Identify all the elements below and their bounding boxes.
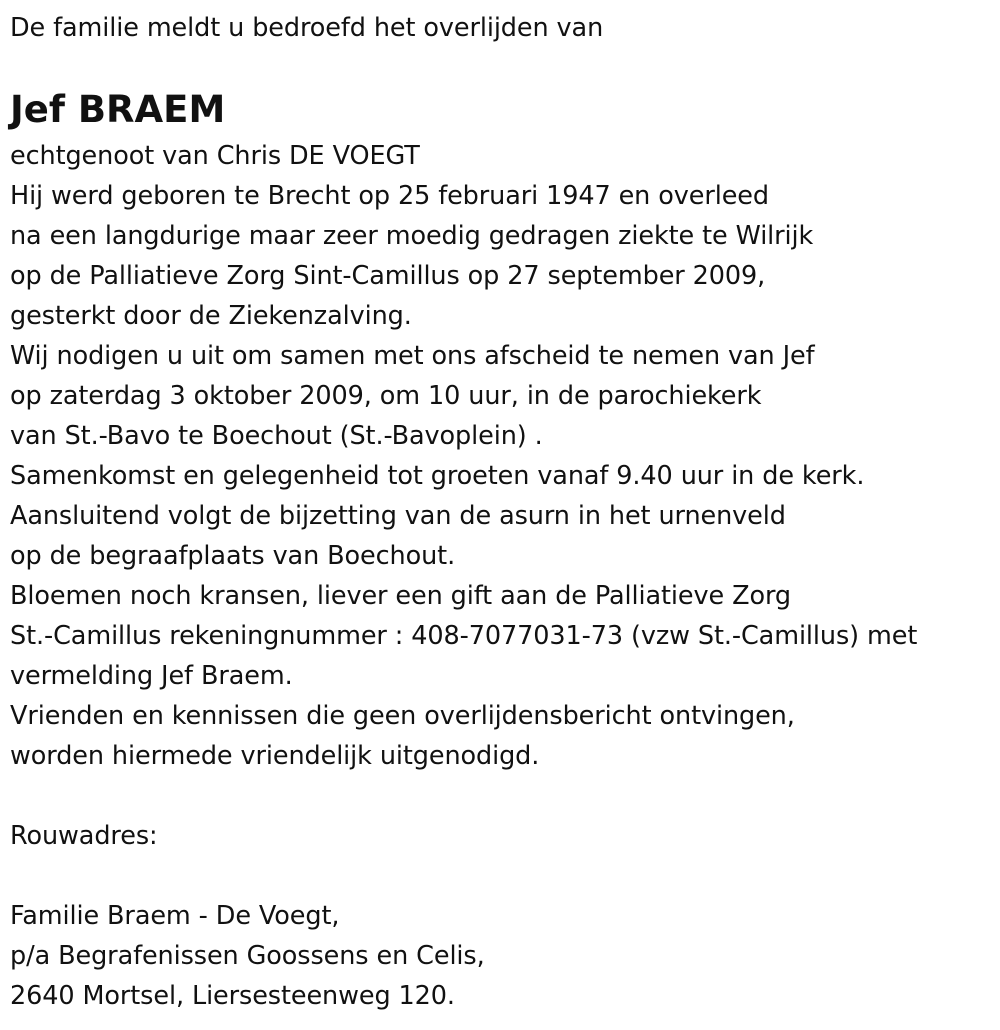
body-line: op zaterdag 3 oktober 2009, om 10 uur, in de parochiekerk	[10, 381, 762, 411]
body-line: op de Palliatieve Zorg Sint-Camillus op 27 september 2009,	[10, 261, 766, 291]
body-line: echtgenoot van Chris DE VOEGT	[10, 141, 420, 171]
body-line: Samenkomst en gelegenheid tot groeten vanaf 9.40 uur in de kerk.	[10, 461, 865, 491]
body-line: St.-Camillus rekeningnummer : 408-7077031-73 (vzw St.-Camillus) met	[10, 621, 918, 651]
body-line: vermelding Jef Braem.	[10, 661, 293, 691]
body-line: gesterkt door de Ziekenzalving.	[10, 301, 412, 331]
body-line: Hij werd geboren te Brecht op 25 februari 1947 en overleed	[10, 181, 769, 211]
body-line: na een langdurige maar zeer moedig gedragen ziekte te Wilrijk	[10, 221, 814, 251]
mourning-address	[10, 896, 990, 1016]
body-line: Vrienden en kennissen die geen overlijdensbericht ontvingen,	[10, 701, 795, 731]
body-line: Aansluitend volgt de bijzetting van de asurn in het urnenveld	[10, 501, 786, 531]
address-label: Rouwadres:	[10, 821, 158, 851]
address-line: p/a Begrafenissen Goossens en Celis,	[10, 941, 485, 971]
spacer	[10, 856, 990, 896]
body-line: Wij nodigen u uit om samen met ons afscheid te nemen van Jef	[10, 341, 815, 371]
body-line: Bloemen noch kransen, liever een gift aan de Palliatieve Zorg	[10, 581, 791, 611]
death-notice	[10, 8, 990, 1016]
intro-text: De familie meldt u bedroefd het overlijden van	[10, 13, 604, 43]
address-line: 2640 Mortsel, Liersesteenweg 120.	[10, 981, 455, 1011]
body-line: op de begraafplaats van Boechout.	[10, 541, 456, 571]
address-line: Familie Braem - De Voegt,	[10, 901, 340, 931]
notice-body	[10, 136, 990, 776]
deceased-name: Jef BRAEM	[10, 88, 226, 131]
body-line: worden hiermede vriendelijk uitgenodigd.	[10, 741, 540, 771]
spacer	[10, 776, 990, 816]
body-line: van St.-Bavo te Boechout (St.-Bavoplein) .	[10, 421, 543, 451]
